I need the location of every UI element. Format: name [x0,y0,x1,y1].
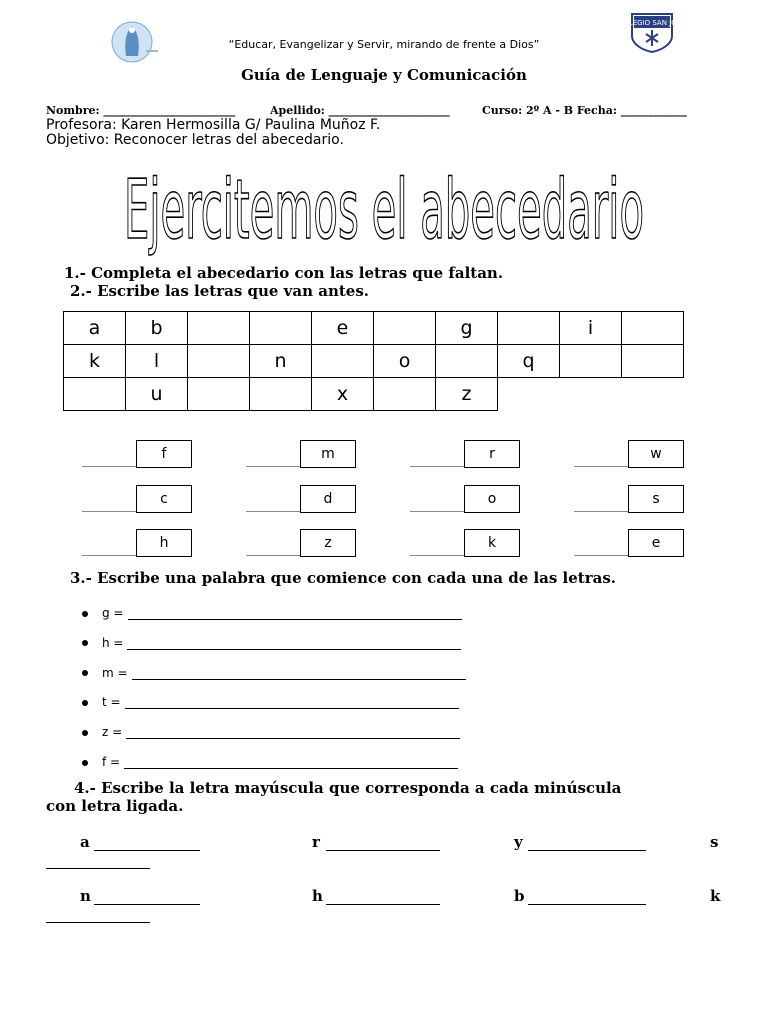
alphabet-cell[interactable] [498,312,560,345]
letter-box: m [300,440,356,468]
bullet-icon [82,730,88,736]
word-label: m = [102,665,128,680]
word-answer-line[interactable] [124,758,458,769]
answer-line[interactable] [410,555,464,556]
alphabet-cell[interactable] [622,312,684,345]
word-answer-line[interactable] [126,728,460,739]
alphabet-cell[interactable] [188,378,250,411]
bullet-icon [82,640,88,646]
alphabet-cell: i [560,312,622,345]
alphabet-cell: u [126,378,188,411]
lowercase-letter: r [312,833,320,851]
letter-box: s [628,485,684,513]
answer-line[interactable] [574,555,628,556]
letter-box: o [464,485,520,513]
capital-answer-line[interactable] [46,922,150,923]
word-row [82,606,462,620]
word-answer-line[interactable] [125,698,459,709]
question-4-line2: con letra ligada. [46,797,184,815]
nombre-field-label: Nombre: ________________________ [46,104,236,117]
alphabet-cell[interactable] [374,378,436,411]
word-row [82,636,461,650]
alphabet-cell: n [250,345,312,378]
answer-line[interactable] [410,466,464,467]
empty-space [622,378,684,411]
question-2: 2.- Escribe las letras que van antes. [70,282,370,300]
letter-box: h [136,529,192,557]
alphabet-cell[interactable] [64,378,126,411]
answer-line[interactable] [246,555,300,556]
alphabet-cell[interactable] [560,345,622,378]
alphabet-row [64,345,684,378]
lowercase-letter: k [710,887,721,905]
word-label: f = [102,755,121,769]
word-label: h = [102,635,124,650]
capital-answer-line[interactable] [326,850,440,851]
answer-line[interactable] [410,511,464,512]
word-answer-line[interactable] [128,609,462,620]
logo-right-text: COLEGIO SAN JOSE [618,19,686,27]
letter-box: c [136,485,192,513]
answer-line[interactable] [574,466,628,467]
question-1: 1.- Completa el abecedario con las letras que faltan. [64,264,504,282]
letter-box: w [628,440,684,468]
letter-box: z [300,529,356,557]
alphabet-cell[interactable] [188,312,250,345]
capital-answer-line[interactable] [46,868,150,869]
word-answer-line[interactable] [132,669,466,680]
empty-space [498,378,560,411]
lowercase-letter: a [80,833,90,851]
word-answer-line[interactable] [127,639,461,650]
letter-box: d [300,485,356,513]
alphabet-cell: b [126,312,188,345]
capital-answer-line[interactable] [94,850,200,851]
big-outline-title [0,158,768,258]
alphabet-cell: x [312,378,374,411]
word-row [82,695,459,709]
bullet-icon [82,760,88,766]
word-label: t = [102,695,121,710]
lowercase-letter: y [514,833,523,851]
answer-line[interactable] [82,555,136,556]
lowercase-letter: b [514,887,525,905]
letter-box: r [464,440,520,468]
bullet-icon [82,611,88,617]
word-row [82,666,466,680]
alphabet-cell[interactable] [188,345,250,378]
alphabet-cell: a [64,312,126,345]
lowercase-letter: h [312,887,323,905]
word-label: z = [102,725,123,740]
question-3: 3.- Escribe una palabra que comience con cada una de las letras. [70,569,616,587]
curso-fecha-label: Curso: 2º A - B Fecha: ____________ [482,104,687,117]
bullet-icon [82,700,88,706]
bullet-icon [82,670,88,676]
alphabet-cell[interactable] [436,345,498,378]
page-title: Guía de Lenguaje y Comunicación [241,66,527,84]
capital-answer-line[interactable] [326,904,440,905]
word-row [82,755,458,769]
school-motto: “Educar, Evangelizar y Servir, mirando de frente a Dios” [228,38,540,51]
alphabet-cell[interactable] [622,345,684,378]
alphabet-cell: g [436,312,498,345]
word-row [82,725,460,739]
profesora-line: Profesora: Karen Hermosilla G/ Paulina Muñoz F. [46,117,381,133]
alphabet-cell[interactable] [250,312,312,345]
answer-line[interactable] [82,511,136,512]
alphabet-cell: e [312,312,374,345]
alphabet-row [64,378,684,411]
big-title-text: Ejercitemos el abecedario [124,163,644,258]
alphabet-cell[interactable] [312,345,374,378]
question-4-line1: 4.- Escribe la letra mayúscula que corresponda a cada minúscula [74,779,622,797]
letter-box: e [628,529,684,557]
lowercase-letter: s [710,833,719,851]
capital-answer-line[interactable] [94,904,200,905]
alphabet-cell: q [498,345,560,378]
alphabet-cell: k [64,345,126,378]
answer-line[interactable] [574,511,628,512]
letter-box: k [464,529,520,557]
alphabet-cell: o [374,345,436,378]
objetivo-line: Objetivo: Reconocer letras del abecedario. [46,132,344,148]
answer-line[interactable] [246,466,300,467]
capital-answer-line[interactable] [528,850,646,851]
alphabet-cell: z [436,378,498,411]
letter-box: f [136,440,192,468]
capital-answer-line[interactable] [528,904,646,905]
alphabet-cell: l [126,345,188,378]
alphabet-cell[interactable] [374,312,436,345]
lowercase-letter: n [80,887,91,905]
alphabet-row [64,312,684,345]
word-label: g = [102,606,124,620]
apellido-field-label: Apellido: ______________________ [270,104,450,117]
answer-line[interactable] [246,511,300,512]
alphabet-cell[interactable] [250,378,312,411]
alphabet-table [63,311,684,411]
empty-space [560,378,622,411]
answer-line[interactable] [82,466,136,467]
